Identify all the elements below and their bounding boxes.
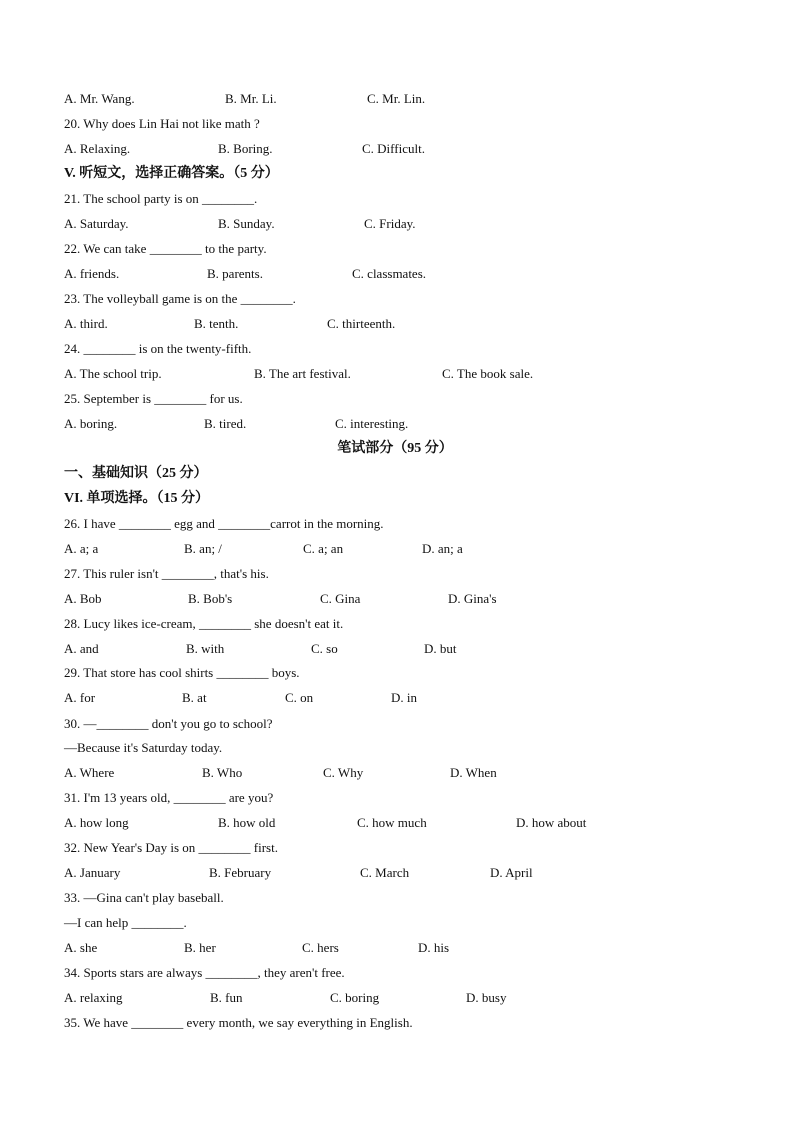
q31-stem: 31. I'm 13 years old, ________ are you? (64, 790, 274, 805)
q19-option-b: B. Mr. Li. (225, 91, 277, 106)
q32-option-d: D. April (490, 865, 533, 880)
q32-option-b: B. February (209, 865, 272, 880)
q28-option-b: B. with (186, 641, 225, 656)
q24-option-c: C. The book sale. (442, 366, 534, 381)
q34-option-a: A. relaxing (64, 990, 123, 1005)
q25-option-c: C. interesting. (335, 416, 409, 431)
q26-option-c: C. a; an (303, 541, 344, 556)
q32-option-c: C. March (360, 865, 410, 880)
q27-option-a: A. Bob (64, 591, 102, 606)
q27-option-b: B. Bob's (188, 591, 233, 606)
q34-option-c: C. boring (330, 990, 380, 1005)
q27-option-d: D. Gina's (448, 591, 497, 606)
q22-option-c: C. classmates. (352, 266, 427, 281)
q27-stem: 27. This ruler isn't ________, that's his. (64, 566, 269, 581)
q33-option-d: D. his (418, 940, 450, 955)
q19-option-a: A. Mr. Wang. (64, 91, 135, 106)
q24-option-b: B. The art festival. (254, 366, 351, 381)
q22-option-b: B. parents. (207, 266, 263, 281)
q23-option-b: B. tenth. (194, 316, 239, 331)
written-part-title-text: 笔试部分（95 分） (337, 441, 453, 456)
section-6-title: VI. 单项选择。（15 分） (64, 491, 210, 506)
q23-option-c: C. thirteenth. (327, 316, 396, 331)
q33-stem: 33. —Gina can't play baseball. (64, 890, 224, 905)
q26-option-b: B. an; / (184, 541, 222, 556)
q30-option-c: C. Why (323, 765, 364, 780)
q30-option-b: B. Who (202, 765, 243, 780)
q29-option-d: D. in (391, 690, 417, 705)
q20-option-c: C. Difficult. (362, 141, 425, 156)
q29-option-b: B. at (182, 690, 207, 705)
q29-stem: 29. That store has cool shirts ________ boys. (64, 665, 300, 680)
q35-stem: 35. We have ________ every month, we say everything in English. (64, 1015, 413, 1030)
q33-answer-line: —I can help ________. (64, 915, 187, 930)
q23-option-a: A. third. (64, 316, 108, 331)
q30-stem: 30. —________ don't you go to school? (64, 716, 273, 731)
q22-option-a: A. friends. (64, 266, 120, 281)
q31-option-c: C. how much (357, 815, 427, 830)
q31-option-b: B. how old (218, 815, 276, 830)
q34-option-b: B. fun (210, 990, 243, 1005)
section-5-title: V. 听短文，选择正确答案。（5 分） (64, 166, 279, 181)
q33-option-b: B. her (184, 940, 216, 955)
q34-option-d: D. busy (466, 990, 507, 1005)
q20-stem: 20. Why does Lin Hai not like math ? (64, 116, 260, 131)
q29-option-a: A. for (64, 690, 96, 705)
q25-stem: 25. September is ________ for us. (64, 391, 243, 406)
q19-option-c: C. Mr. Lin. (367, 91, 426, 106)
q34-stem: 34. Sports stars are always ________, they aren't free. (64, 965, 345, 980)
q20-option-a: A. Relaxing. (64, 141, 131, 156)
q28-stem: 28. Lucy likes ice-cream, ________ she doesn't eat it. (64, 616, 344, 631)
q25-option-a: A. boring. (64, 416, 118, 431)
q28-option-a: A. and (64, 641, 99, 656)
q21-stem: 21. The school party is on ________. (64, 191, 258, 206)
q20-option-b: B. Boring. (218, 141, 273, 156)
q22-stem: 22. We can take ________ to the party. (64, 241, 267, 256)
q33-option-a: A. she (64, 940, 98, 955)
written-part-title (0, 438, 794, 460)
q26-option-a: A. a; a (64, 541, 99, 556)
q24-stem: 24. ________ is on the twenty-fifth. (64, 341, 252, 356)
q31-option-d: D. how about (516, 815, 587, 830)
q27-option-c: C. Gina (320, 591, 361, 606)
q31-option-a: A. how long (64, 815, 129, 830)
q32-option-a: A. January (64, 865, 121, 880)
q32-stem: 32. New Year's Day is on ________ first. (64, 840, 278, 855)
q24-option-a: A. The school trip. (64, 366, 162, 381)
q30-option-a: A. Where (64, 765, 115, 780)
q28-option-c: C. so (311, 641, 338, 656)
q26-option-d: D. an; a (422, 541, 463, 556)
q21-option-a: A. Saturday. (64, 216, 129, 231)
q21-option-b: B. Sunday. (218, 216, 275, 231)
q28-option-d: D. but (424, 641, 457, 656)
q30-answer-line: —Because it's Saturday today. (64, 740, 223, 755)
q29-option-c: C. on (285, 690, 314, 705)
part-1-title: 一、基础知识（25 分） (64, 466, 208, 481)
q25-option-b: B. tired. (204, 416, 247, 431)
q21-option-c: C. Friday. (364, 216, 416, 231)
q30-option-d: D. When (450, 765, 497, 780)
q26-stem: 26. I have ________ egg and ________carrot in the morning. (64, 516, 384, 531)
q33-option-c: C. hers (302, 940, 339, 955)
q23-stem: 23. The volleyball game is on the ________. (64, 291, 296, 306)
